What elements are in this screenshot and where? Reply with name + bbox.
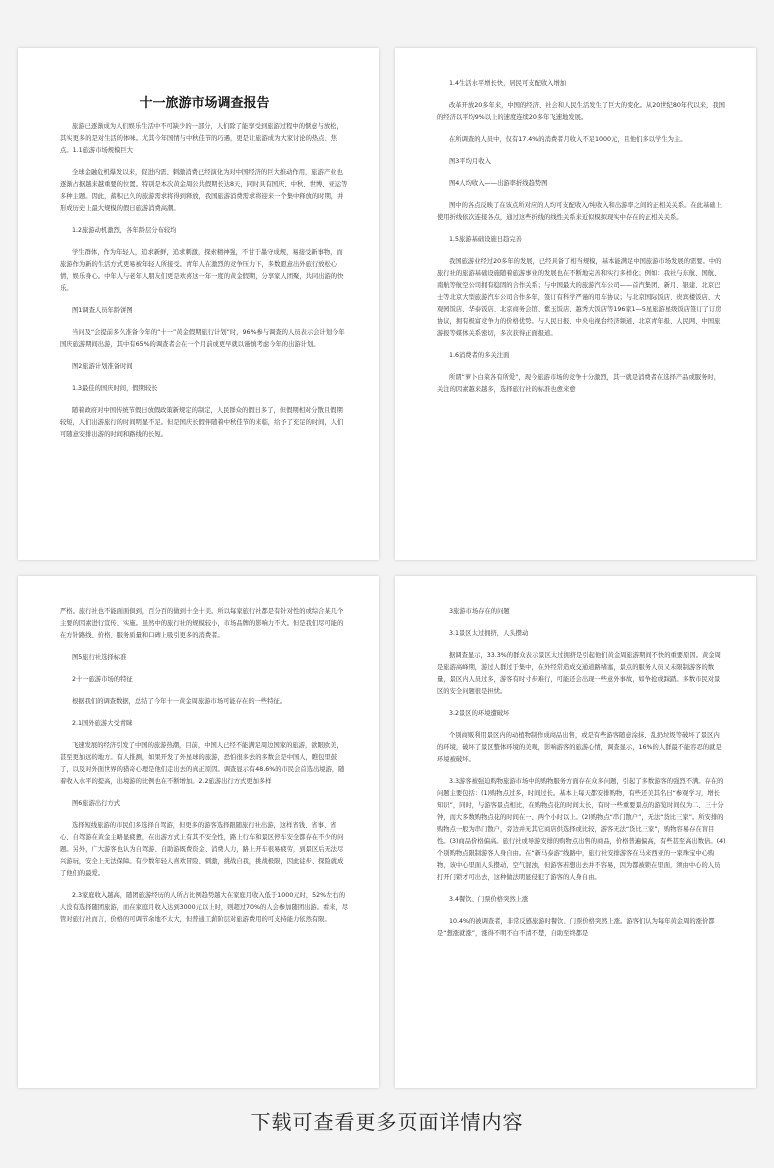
section-heading: 3.1景区太过拥挤，人头攒动 [449, 630, 529, 637]
download-more-caption[interactable]: 下载可查看更多页面详情内容 [250, 1110, 524, 1134]
body-paragraph: 当问及“会提前多久准备今年的“十一”黄金假期旅行计划”时，96%参与调查的人员表示会计划今年国庆旅游期间出游，其中有65%的调查者会在一个月前或更早就以谨慎考虑今年的出游计划。 [60, 329, 345, 348]
page-body [437, 606, 726, 940]
section-heading: 图3平均月收入 [449, 158, 491, 165]
document-page-2 [395, 48, 756, 560]
body-paragraph: 我国旅游业经过20多年的发展，已经具备了相当规模，基本能满足中国旅游市场发展的需要。中的旅行社的旅游基础设施随着旅游事业的发展也在不断地完善和实行多样化；例如：我社与东航、国航、南航等航空公司拥有稳固的合作关系；与中国最大的旅游汽车公司——首汽集团、新月、银建、北京巴士等北京大型旅游汽车公司合作多年，签订有科学严谨的用车协议；与北京国际饭店、贵宾楼饭店、大观园饭店、华泰饭店、北京商务会馆、紫玉饭店、越秀大饭店等196家1—5星旅游星级饭店签订了订房协议，拥有极富竞争力的价格优势。与人民日报、中央电视台经济频道、北京青年报、人民网、中国旅游报等媒体关系密切，多次获得正面报道。 [437, 258, 722, 337]
document-page-1 [18, 48, 379, 560]
body-paragraph: 所谓“萝卜白菜各有所爱”，现今旅游市场的竞争十分激烈，其一就是消费者在选择产品或服务时，关注的因素越来越多，选择旅行社的标准也愈来愈 [437, 374, 720, 393]
section-heading: 1.3最佳的国庆时间，假期较长 [72, 385, 158, 392]
body-paragraph: 3.3游客被强迫购物旅游市场中的购物服务方面存在众多问题，引起了多数游客的强烈不满。存在的问题主要包括：(1)购物点过多，时间过长。基本上每天都安排购物，有些还美其名曰“参观学习，增长知识”，同时，与游客景点相比，在购物点花的时间太长，有时一些重要景点的游览时间仅为二、三十分钟，而大多数购物点花的时间在一、两个小时以上。(2)购物点“串门散户”，无法“货比三家”。所安排的购物点一般为串门散户，旁边并无其它商店供选择或比较，游客无法“货比三家”，购物容易存在盲目性。(3)商品价格偏高。旅行社或导游安排的购物点出售的商品，价格普遍偏高，有些甚至高出数倍。(4)个别购物点限制游客人身自由。在“新马泰游”线路中，旅行社安排游客在马来西亚的一家珠宝中心购物，该中心里面人头攒动，空气混浊，但游客若想出去并不容易，因为都被锁在里面，须由中心的人员打开门锁才可出去，这种做法明显侵犯了游客的人身自由。 [437, 778, 726, 881]
section-heading: 2十一旅游市场的特征 [72, 676, 133, 683]
section-heading: 1.4生活水平增长快，居民可支配收入增加 [449, 80, 567, 87]
body-paragraph: 随着政府对中国传统节假日放假政策新规定的制定，人民群众的假日多了，但假期相对分散且假期较短，人们出游旅行的时间明显不足。但是国庆长假伴随着中秋佳节的来临，给予了充足的时间，人们可随意安排出游的时间和路线的长短。 [60, 407, 344, 438]
body-paragraph: 在所调查的人员中，仅有17.4%的消费者月收入不足1000元，且他们多以学生为主。 [449, 136, 687, 143]
page-body [437, 78, 726, 396]
section-heading: 1.6消费者的多关注面 [449, 352, 510, 359]
page-body [60, 121, 349, 441]
body-paragraph: 学生群体，作为年轻人，追求新鲜，追求刺激，探索精神强，不甘于墨守成规，易接受新事物，而旅游作为新的生活方式更易被年轻人所接受。青年人在激烈的竞争压力下，多数愿意出外旅行放松心情，娱乐身心。中年人与老年人朋友们更是欢喜这一年一度的黄金假期，分享家人团聚，共同出游的快乐。 [60, 249, 344, 292]
section-heading: 3.4餐饮、门票价格突然上涨 [449, 896, 529, 903]
body-paragraph: 严格。旅行社也不能面面俱到，百分百的做到十全十美。所以每家旅行社都是有针对性的或综合某几个主要的因素进行宣传、实施。虽然中的旅行社的规模较小，市场品牌的影响力不大。但是我们尽可能的在方针路线、价格、服务质量和口碑上吸引更多的消费者。 [60, 608, 344, 639]
section-heading: 图4人均收入——出游率折线趋势图 [449, 180, 548, 187]
body-paragraph: 图中的各点反映了在该点所对应的人均可支配收入/纯收入和出游率之间的正相关关系。在此基础上使用折线依次连接各点，通过这些折线的线性关系来近似模拟现实中存在的正相关关系。 [437, 202, 722, 221]
section-heading: 图1调查人员年龄饼图 [72, 307, 133, 314]
body-paragraph: 据调查显示，33.3%的群众表示景区太过拥挤是引起他们黄金周旅游期间不快的重要原因。黄金周是旅游高峰期，游过人群过于集中，在外经常造成交通道路堵塞，景点的服务人员又未限制游客的数量，景区内人员过多，游客有时寸步难行，可能还会出现一些意外事故，如争抢或踩踏。多数市民对景区的安全问题很是担忧。 [437, 652, 721, 695]
body-paragraph: 改革开放20多年来，中国的经济、社会和人民生活发生了巨大的变化。从20世纪80年代以来，我国的经济以平均9%以上的速度连续20多年飞速地发展。 [437, 102, 725, 121]
section-heading: 图2旅游计划准备时间 [72, 363, 133, 370]
section-heading: 3.2景区的环境遭破坏 [449, 710, 510, 717]
body-paragraph: 根据我们的调查数据，总结了今年十一黄金周旅游市场可能存在的一些特征。 [72, 698, 287, 705]
document-page-3 [18, 576, 379, 1088]
section-heading: 1.2旅游动机激烈，各年龄层分布较均 [72, 227, 177, 234]
report-title: 十一旅游市场调查报告 [139, 96, 270, 111]
section-heading: 图5旅行社选择标准 [72, 654, 127, 661]
body-paragraph: 选择短线旅游的市民们多选择自驾游，但更多的游客选择跟随旅行社出游，这样省钱、省事、省心、自驾游在黄金主略显疲惫，在出游方式上有其不安全性，路上行车和景区停车安全都存在不少的问题。另外，广大游客也认为自驾游、自助游既费资金、消费人力，路上开车很易疲劳，到景区后无法尽兴游玩，安全上无法保障。有少数年轻人喜欢冒险、刺激，挑战自我，挑战极限，因此徒步、探险就成了他们的最爱。 [60, 822, 344, 877]
section-heading: 3旅游市场存在的问题 [449, 608, 510, 615]
body-paragraph: 2.3家庭收入越高，随团旅游经历的人所占比例趋势越大在家庭月收入低于1000元时，52%左右的人没有选择随团旅游，而在家庭月收入达到3000元以上时，则超过70%的人会参加随团出游。看来，尽管对旅行社而言，价格的可调节余地不太大，但普通工薪阶层对旅游费用的可支持能力依然有限。 [60, 892, 349, 923]
body-paragraph: 10.4%的被调查者，非常反感旅游时餐饮、门票价格突然上涨。游客们认为每年黄金周的涨价都是“想涨就涨”，涨得不明不白不清不楚，自助至终都是 [437, 918, 715, 937]
document-page-4 [395, 576, 756, 1088]
section-heading: 2.1国外旅游大受青睐 [72, 720, 133, 727]
body-paragraph: 飞速发展的经济引发了中国的旅游热潮，目前，中国人已经不能满足周边国家的旅游，欲眼欧美，甚至更加远的地方。有人推测，如果开发了外星球的旅游，恐怕很多去的多数会是中国人，瞧包里鼓了，以及对外面世界的猎奇心理是他们走出去的真正原因。调查显示有48.6%的市民会首选出境游，随着收入水平的提高，出境游的比例也在不断增加。2.2旅游出行方式更加多样 [60, 742, 345, 785]
body-paragraph: 全球金融危机爆发以来，促进内需、刺激消费已经演化为对中国经济的巨大推动作用，旅游产业也逐渐占据越来越重要的位置。特别是本次黄金周公共假期长达8天，同时具有国庆、中秋、世博、亚运等多种主题。因此，蓄积已久的旅游需求将得到释放，我国旅游消费需求将迎来一个集中释放的时期，并形成历史上最大规模的假日旅游消费高潮。 [60, 169, 348, 212]
section-heading: 图6旅游出行方式 [72, 800, 121, 807]
body-paragraph: 旅游已逐渐成为人们娱乐生活中不可缺少的一部分，人们除了能享受到旅游过程中的惬意与放松，其实更多的是对生活的体味。尤其今年国情与中秋佳节的巧遇，更是让旅游成为大家讨论的热点、焦点。1.1旅游市场规模巨大 [60, 123, 343, 154]
section-heading: 1.5旅游基础设施日趋完善 [449, 236, 522, 243]
body-paragraph: 个别商贩利用景区内的动植物制作成商品出售，或是有些游客随意涂抹、乱扔垃圾等破坏了景区内的环境，破坏了景区整体环境的美观，影响游客的旅游心情，调查显示，16%的人群最不能容忍的就是环境被破坏。 [437, 732, 722, 763]
page-body [60, 606, 349, 926]
